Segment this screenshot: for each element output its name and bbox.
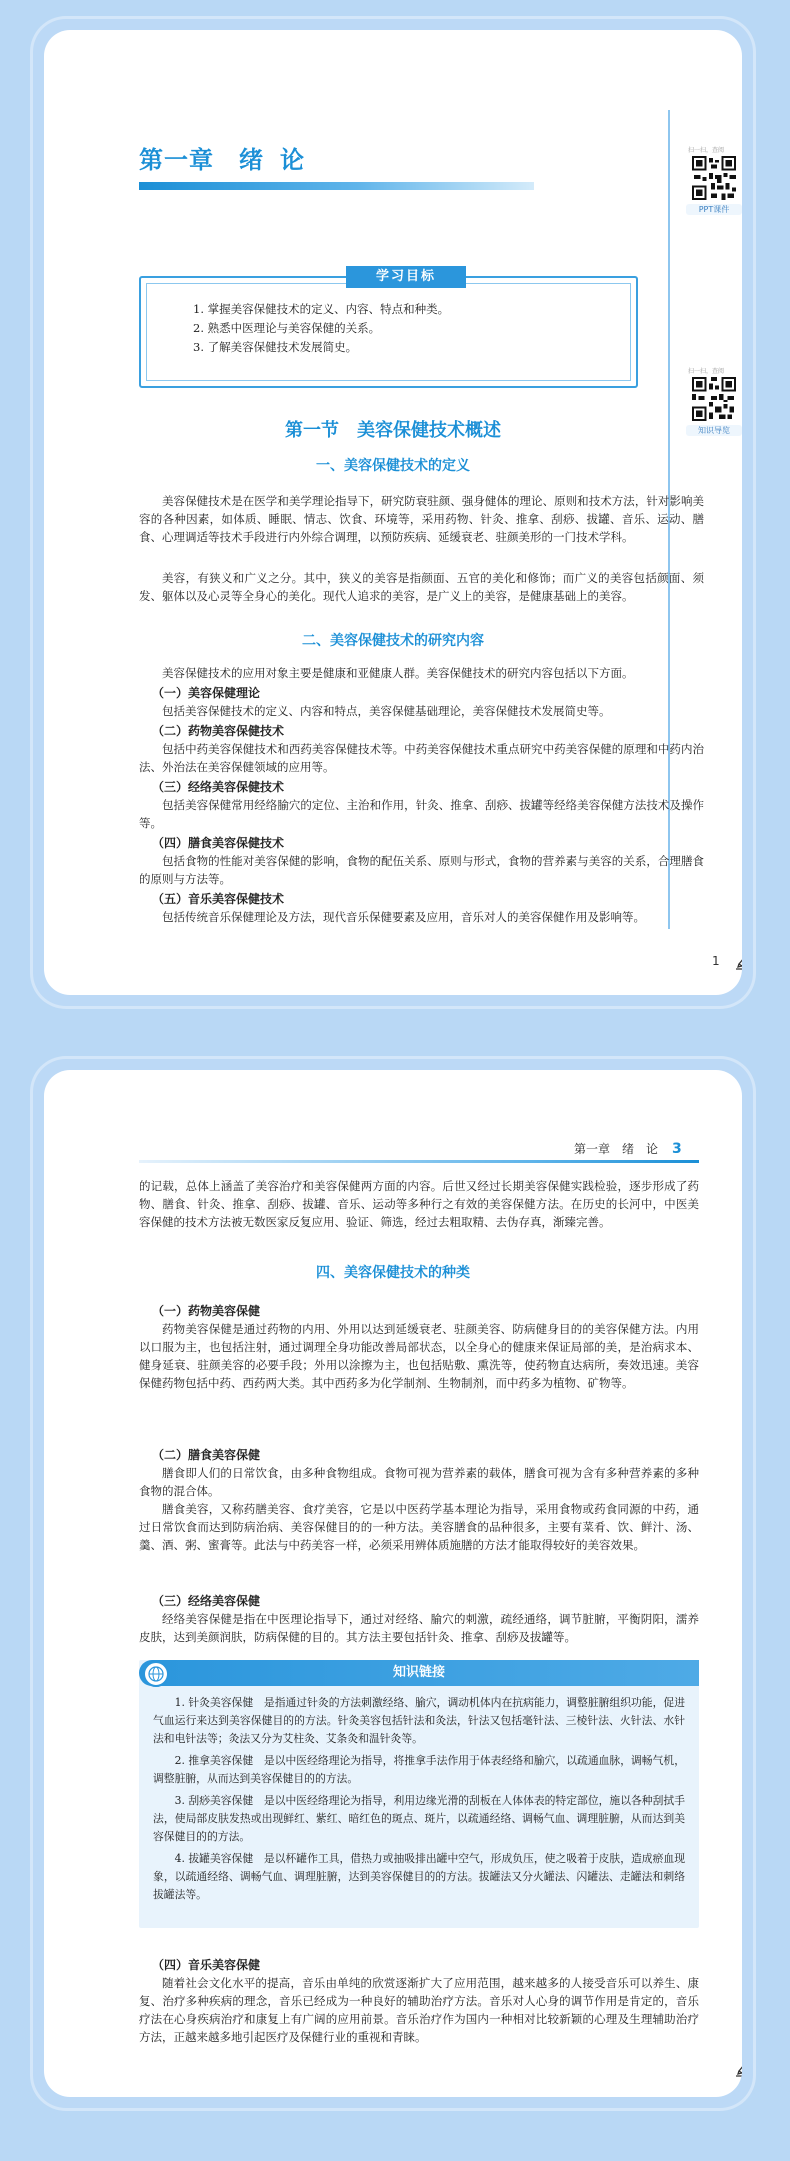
book-page-2 xyxy=(44,1070,742,2097)
pen-note-icon[interactable] xyxy=(734,948,742,970)
type-item-title: （三）经络美容保健 xyxy=(152,1594,261,1608)
research-item-text: 包括传统音乐保健理论及方法，现代音乐保健要素及应用，音乐对人的美容保健作用及影响等。 xyxy=(162,910,645,924)
subsection-types-heading: 四、美容保健技术的种类 xyxy=(316,1265,470,1281)
knowledge-link-box xyxy=(139,1660,699,1928)
type-item-paragraph: 膳食即人们的日常饮食，由多种食物组成。食物可视为营养素的载体，膳食可视为含有多种营养素的多种食物的混合体。 xyxy=(139,1466,699,1498)
learning-goals-box xyxy=(139,269,638,388)
research-item-text: 包括中药美容保健技术和西药美容保健技术等。中药美容保健技术重点研究中药美容保健的原理和中药内治法、外治法在美容保健领域的应用等。 xyxy=(139,742,704,774)
goal-item: 1. 掌握美容保健技术的定义、内容、特点和种类。 xyxy=(193,302,450,316)
research-item-text: 包括美容保健常用经络腧穴的定位、主治和作用，针灸、推拿、刮痧、拔罐等经络美容保健方法技术及操作等。 xyxy=(139,798,704,830)
knowledge-link-paragraph: 2. 推拿美容保健 是以中医经络理论为指导，将推拿手法作用于体表经络和腧穴，以疏通血脉，调畅气机，调整脏腑，从而达到美容保健目的的方法。 xyxy=(153,1754,685,1785)
learning-goals-title: 学习目标 xyxy=(346,266,466,288)
chapter-title-underline xyxy=(139,182,534,190)
definition-paragraph: 美容保健技术是在医学和美学理论指导下，研究防衰驻颜、强身健体的理论、原则和技术方法，针对影响美容的各种因素，如体质、睡眠、情志、饮食、环境等，采用药物、针灸、推拿、刮痧、拔罐、音乐、运动、膳食、心理调适等技术手段进行内外综合调理，以预防疾病、延缓衰老、驻颜美形的一门技术学科。 xyxy=(139,494,704,544)
knowledge-link-header xyxy=(139,1660,699,1686)
goal-item: 3. 了解美容保健技术发展简史。 xyxy=(193,340,358,354)
book-page-1 xyxy=(44,30,742,995)
page-card-2 xyxy=(30,1056,756,2111)
research-item-title: （四）膳食美容保健技术 xyxy=(152,836,285,850)
type-item-title: （一）药物美容保健 xyxy=(152,1304,261,1318)
qr-code-icon[interactable] xyxy=(692,377,736,421)
globe-icon xyxy=(143,1661,169,1687)
research-item-title: （二）药物美容保健技术 xyxy=(152,724,285,738)
running-head-line xyxy=(139,1160,699,1163)
knowledge-link-paragraph: 1. 针灸美容保健 是指通过针灸的方法刺激经络、腧穴，调动机体内在抗病能力，调整脏腑组织功能，促进气血运行来达到美容保健目的的方法。针灸美容包括针法和灸法，针法又包括毫针法、三棱针法、火针法、水针法和电针法等；灸法又分为艾柱灸、艾条灸和温针灸等。 xyxy=(153,1696,685,1745)
definition-paragraph: 美容，有狭义和广义之分。其中，狭义的美容是指颜面、五官的美化和修饰；而广义的美容包括颜面、须发、躯体以及心灵等全身心的美化。现代人追求的美容，是广义上的美容，是健康基础上的美容。 xyxy=(139,571,704,603)
running-head-title: 第一章 绪 论 xyxy=(574,1142,659,1156)
section-title: 第一节 美容保健技术概述 xyxy=(285,420,501,441)
knowledge-link-title: 知识链接 xyxy=(392,1665,445,1680)
qr-caption-ppt: 扫一扫，查阅 xyxy=(688,147,725,154)
knowledge-link-paragraph: 3. 刮痧美容保健 是以中医经络理论为指导，利用边缘光滑的刮板在人体体表的特定部位，施以各种刮拭手法，使局部皮肤发热或出现鲜红、紫红、暗红色的斑点、斑片，以疏通经络、调畅气血、调理脏腑，从而达到美容保健目的的方法。 xyxy=(153,1794,685,1843)
page-number: 3 xyxy=(672,1141,682,1157)
pen-note-icon[interactable] xyxy=(734,2055,742,2077)
research-item-text: 包括食物的性能对美容保健的影响，食物的配伍关系、原则与形式，食物的营养素与美容的关系，合理膳食的原则与方法等。 xyxy=(139,854,704,886)
knowledge-link-paragraph: 4. 拔罐美容保健 是以杯罐作工具，借热力或抽吸排出罐中空气，形成负压，使之吸着于皮肤，造成瘀血现象，以疏通经络、调畅气血、调理脏腑，达到美容保健目的的方法。拔罐法又分火罐法、闪罐法、走罐法和刺络拔罐法等。 xyxy=(153,1852,685,1901)
type-item-title: （四）音乐美容保健 xyxy=(152,1958,261,1972)
qr-caption-guide: 扫一扫，查阅 xyxy=(688,368,725,375)
research-item-text: 包括美容保健技术的定义、内容和特点，美容保健基础理论，美容保健技术发展简史等。 xyxy=(162,704,611,718)
research-item-title: （一）美容保健理论 xyxy=(152,686,261,700)
type-item-paragraph: 药物美容保健是通过药物的内用、外用以达到延缓衰老、驻颜美容、防病健身目的的美容保健方法。内用以口服为主，也包括注射，通过调理全身功能改善局部状态，以全身心的健康来保证局部的美，是治病求本、健身延衰、驻颜美容的必要手段；外用以涂擦为主，也包括贴敷、熏洗等，使药物直达病所，奏效迅速。美容保健药物包括中药、西药两大类。其中西药多为化学制剂、生物制剂，而中药多为植物、矿物等。 xyxy=(139,1322,699,1390)
type-item-paragraph: 随着社会文化水平的提高，音乐由单纯的欣赏逐渐扩大了应用范围，越来越多的人接受音乐可以养生、康复、治疗多种疾病的理念，音乐已经成为一种良好的辅助治疗方法。音乐对人心身的调节作用是肯定的，音乐疗法在心身疾病治疗和康复上有广阔的应用前景。音乐治疗作为国内一种相对比较新颖的心理及生理辅助治疗方法，正越来越多地引起医疗及保健行业的重视和青睐。 xyxy=(139,1976,699,2044)
research-intro: 美容保健技术的应用对象主要是健康和亚健康人群。美容保健技术的研究内容包括以下方面。 xyxy=(162,666,634,680)
qr-label-ppt: PPT课件 xyxy=(686,204,742,215)
goal-item: 2. 熟悉中医理论与美容保健的关系。 xyxy=(193,321,381,335)
learning-goals-list xyxy=(193,300,449,357)
subsection-research-heading: 二、美容保健技术的研究内容 xyxy=(302,633,484,649)
qr-code-icon[interactable] xyxy=(692,156,736,200)
page-number: 1 xyxy=(712,954,720,968)
carry-over-paragraph: 的记载，总体上涵盖了美容治疗和美容保健两方面的内容。后世又经过长期美容保健实践检验，逐步形成了药物、膳食、针灸、推拿、刮痧、拔罐、音乐、运动等多种行之有效的美容保健方法。在历史的长河中，中医美容保健的技术方法被无数医家反复应用、验证、筛选，经过去粗取精、去伪存真，渐臻完善。 xyxy=(139,1179,699,1229)
chapter-title: 第一章 绪 论 xyxy=(139,146,305,174)
subsection-definition-heading: 一、美容保健技术的定义 xyxy=(316,458,470,474)
type-item-paragraph: 膳食美容，又称药膳美容、食疗美容，它是以中医药学基本理论为指导，采用食物或药食同源的中药，通过日常饮食而达到防病治病、美容保健目的的一种方法。美容膳食的品种很多，主要有菜肴、饮、鲜汁、汤、羹、酒、粥、蜜膏等。此法与中药美容一样，必须采用辨体质施膳的方法才能取得较好的美容效果。 xyxy=(139,1502,699,1552)
type-item-title: （二）膳食美容保健 xyxy=(152,1448,261,1462)
qr-label-guide: 知识导览 xyxy=(686,425,742,436)
page-card-1 xyxy=(30,16,756,1009)
research-item-title: （三）经络美容保健技术 xyxy=(152,780,285,794)
running-head xyxy=(574,1140,682,1157)
research-item-title: （五）音乐美容保健技术 xyxy=(152,892,285,906)
type-item-paragraph: 经络美容保健是指在中医理论指导下，通过对经络、腧穴的刺激，疏经通络，调节脏腑，平衡阴阳，濡养皮肤，达到美颜润肤，防病保健的目的。其方法主要包括针灸、推拿、刮痧及拔罐等。 xyxy=(139,1612,699,1644)
